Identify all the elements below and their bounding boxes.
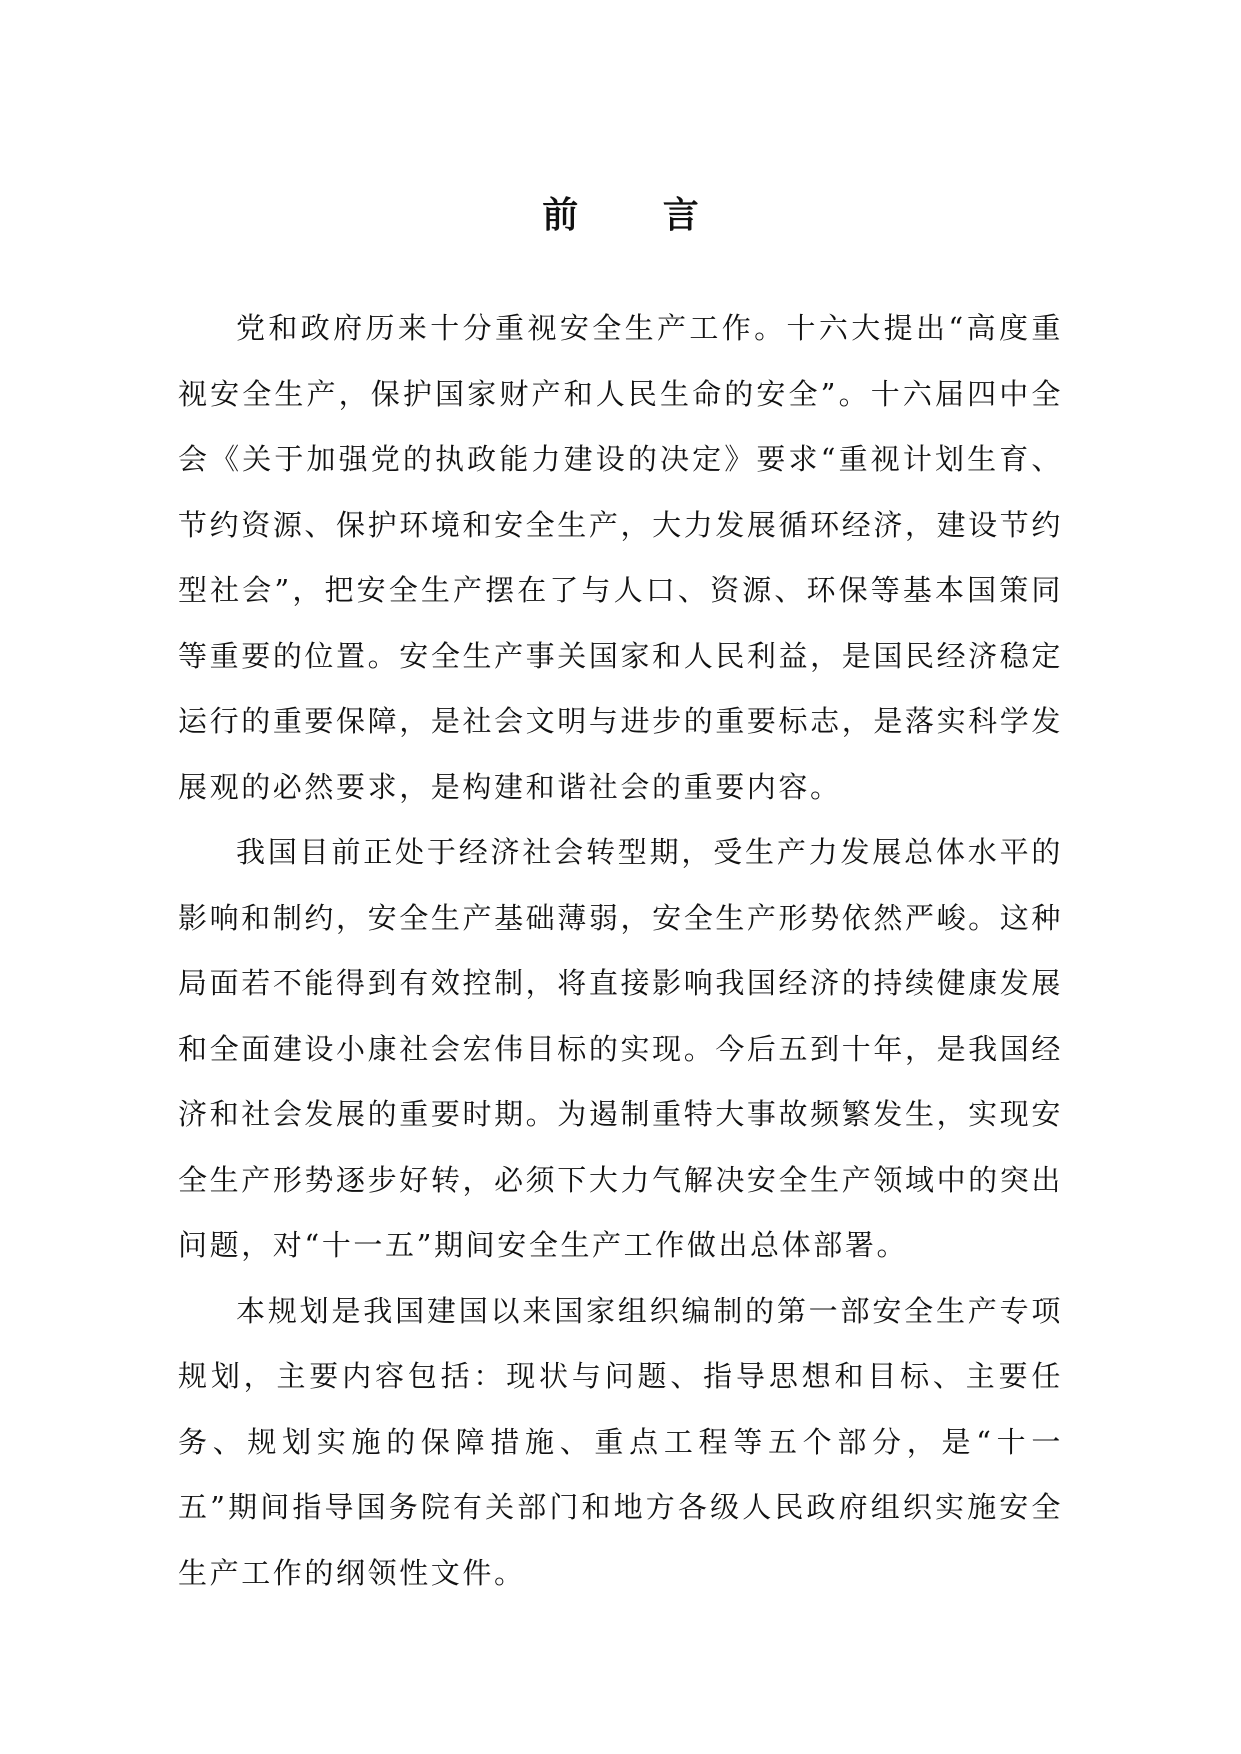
paragraph-1: 党和政府历来十分重视安全生产工作。十六大提出“高度重视安全生产，保护国家财产和人民生命的安全”。十六届四中全会《关于加强党的执政能力建设的决定》要求“重视计划生育、节约资源、保护环境和安全生产，大力发展循环经济，建设节约型社会”，把安全生产摆在了与人口、资源、环保等基本国策同等重要的位置。安全生产事关国家和人民利益，是国民经济稳定运行的重要保障，是社会文明与进步的重要标志，是落实科学发展观的必然要求，是构建和谐社会的重要内容。 (178, 311, 1063, 804)
body-text (178, 296, 1063, 1606)
page-title: 前 言 (542, 195, 735, 236)
paragraph-2: 我国目前正处于经济社会转型期，受生产力发展总体水平的影响和制约，安全生产基础薄弱，安全生产形势依然严峻。这种局面若不能得到有效控制，将直接影响我国经济的持续健康发展和全面建设小康社会宏伟目标的实现。今后五到十年，是我国经济和社会发展的重要时期。为遏制重特大事故频繁发生，实现安全生产形势逐步好转，必须下大力气解决安全生产领域中的突出问题，对“十一五”期间安全生产工作做出总体部署。 (178, 835, 1063, 1262)
paragraph-3: 本规划是我国建国以来国家组织编制的第一部安全生产专项规划，主要内容包括：现状与问题、指导思想和目标、主要任务、规划实施的保障措施、重点工程等五个部分，是“十一五”期间指导国务院有关部门和地方各级人民政府组织实施安全生产工作的纲领性文件。 (178, 1293, 1063, 1590)
